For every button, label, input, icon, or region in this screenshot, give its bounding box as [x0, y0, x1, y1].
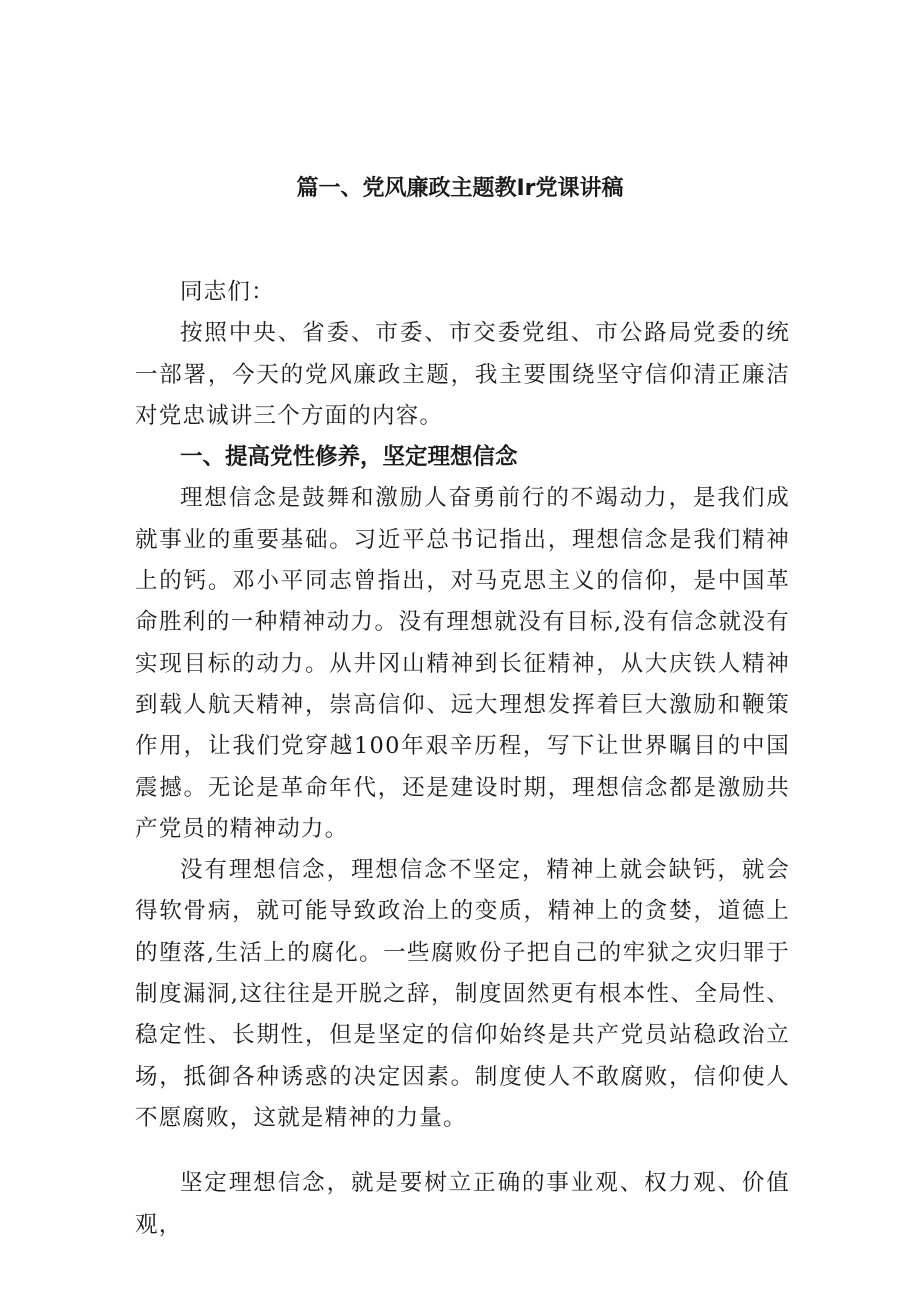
- intro-paragraph: 按照中央、省委、市委、市交委党组、市公路局党委的统一部署，今天的党风廉政主题，我主要围绕坚守信仰清正廉洁对党忠诚讲三个方面的内容。: [135, 320, 790, 429]
- salutation: 同志们：: [180, 279, 275, 305]
- section-heading: 一、提高党性修养，坚定理想信念: [180, 444, 518, 471]
- document-body: [135, 272, 790, 1246]
- body-paragraph: 坚定理想信念，就是要树立正确的事业观、权力观、价值观，: [135, 1170, 790, 1238]
- document-title: 篇一、党风廉政主题教Ir党课讲稿: [296, 176, 624, 201]
- body-paragraph: 理想信念是鼓舞和激励人奋勇前行的不竭动力，是我们成就事业的重要基础。习近平总书记指出，理想信念是我们精神上的钙。邓小平同志曾指出，对马克思主义的信仰，是中国革命胜利的一种精神动力。没有理想就没有目标,没有信念就没有实现目标的动力。从井冈山精神到长征精神，从大庆铁人精神到载人航天精神，崇高信仰、远大理想发挥着巨大激励和鞭策作用，让我们党穿越100年艰辛历程，写下让世界瞩目的中国震撼。无论是革命年代，还是建设时期，理想信念都是激励共产党员的精神动力。: [135, 485, 790, 842]
- body-paragraph: 没有理想信念，理想信念不坚定，精神上就会缺钙，就会得软骨病，就可能导致政治上的变质，精神上的贪婪，道德上的堕落,生活上的腐化。一些腐败份子把自己的牢狱之灾归罪于制度漏洞,这往往是开脱之辞，制度固然更有根本性、全局性、稳定性、长期性，但是坚定的信仰始终是共产党员站稳政治立场，抵御各种诱惑的决定因素。制度使人不敢腐败，信仰使人不愿腐败，这就是精神的力量。: [135, 857, 790, 1131]
